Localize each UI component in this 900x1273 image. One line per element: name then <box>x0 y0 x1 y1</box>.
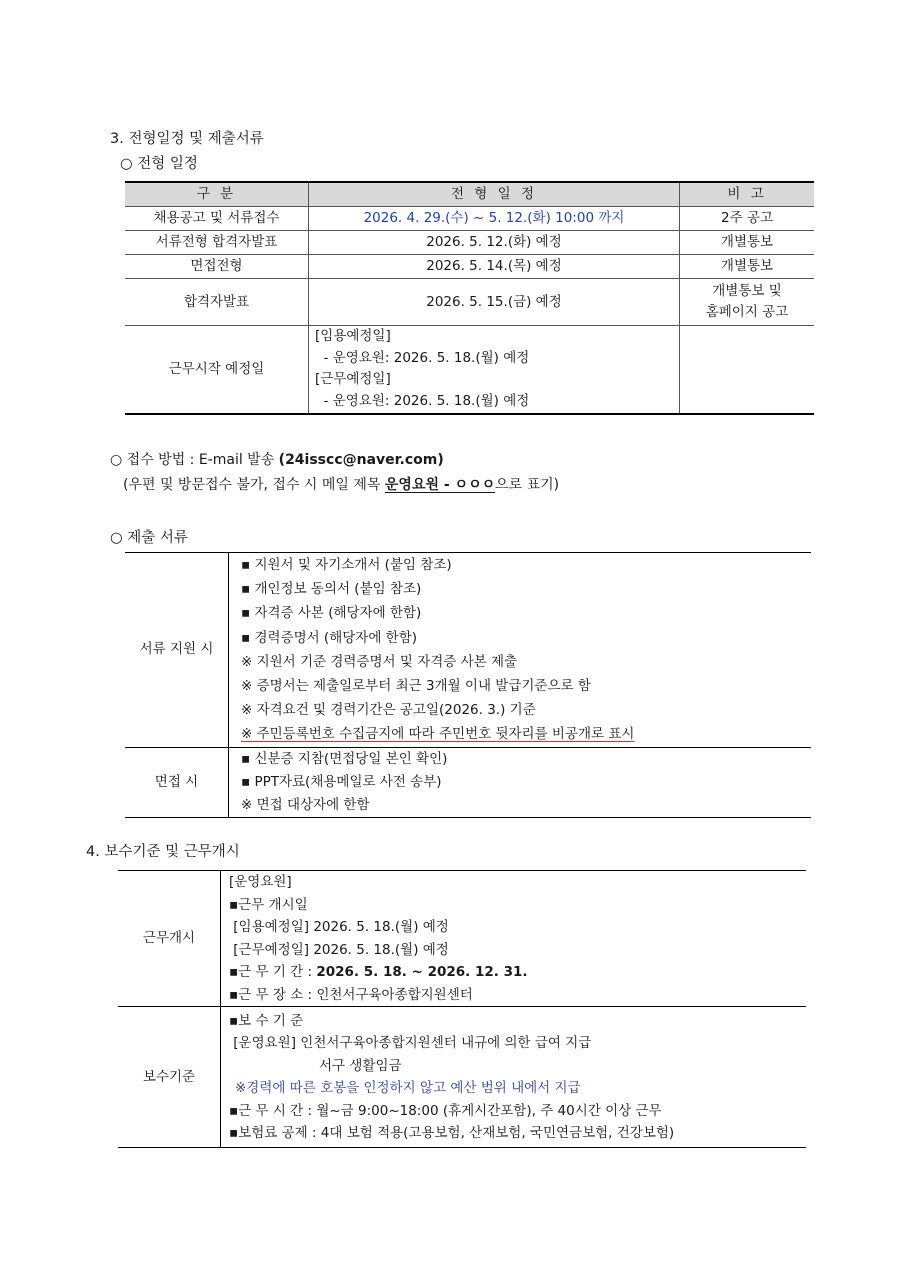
apply-method <box>110 449 444 469</box>
list-item-underlined: ※ 주민등록번호 수집금지에 따라 주민번호 뒷자리를 비공개로 표시 <box>241 726 635 743</box>
pay-line: 서구 생활임금 <box>319 1057 402 1074</box>
work-line: ▪근무 개시일 <box>229 896 308 913</box>
row-schedule: 2026. 5. 12.(화) 예정 <box>309 231 680 255</box>
apply-note-prefix: (우편 및 방문접수 불가, 접수 시 메일 제목 <box>123 477 385 493</box>
pay-label: 보수기준 <box>118 1007 221 1148</box>
list-item: ▪ 자격증 사본 (해당자에 한함) <box>241 605 422 622</box>
table-row <box>118 1007 806 1148</box>
mail-subject: 운영요원 - ㅇㅇㅇ <box>384 477 496 493</box>
pay-hours: ▪근 무 시 간 : 월~금 9:00~18:00 (휴게시간포함), 주 40시간 이상 근무 <box>229 1102 662 1119</box>
docs-interview-items <box>229 747 812 817</box>
work-line: [운영요원] <box>229 874 292 890</box>
header-category: 구 분 <box>125 182 309 207</box>
table-row <box>125 255 814 279</box>
header-schedule: 전 형 일 정 <box>309 182 680 207</box>
table-row <box>118 871 806 1007</box>
work-line: [근무예정일] 2026. 5. 18.(월) 예정 <box>229 941 449 958</box>
schedule-line: [근무예정일] <box>315 371 391 388</box>
schedule-line: [임용예정일] <box>315 328 391 345</box>
row-schedule: 2026. 5. 15.(금) 예정 <box>309 279 680 326</box>
row-note <box>680 279 815 326</box>
section-3-title: 3. 전형일정 및 제출서류 <box>110 131 264 147</box>
work-period-label: ▪근 무 기 간 : <box>229 964 317 980</box>
table-row <box>125 231 814 255</box>
apply-note-suffix: 으로 표기) <box>495 477 560 493</box>
docs-table <box>125 552 811 818</box>
list-item: ※ 자격요건 및 경력기간은 공고일(2026. 3.) 기준 <box>241 702 536 719</box>
row-note: 2주 공고 <box>680 207 815 231</box>
apply-method-label: ○ 접수 방법 : E-mail 발송 <box>110 452 279 468</box>
row-note: 개별통보 <box>680 255 815 279</box>
row-category: 면접전형 <box>125 255 309 279</box>
pay-insurance: ▪보험료 공제 : 4대 보험 적용(고용보험, 산재보험, 국민연금보험, 건강보험) <box>229 1125 675 1141</box>
docs-interview-label: 면접 시 <box>125 747 229 817</box>
docs-document-items <box>229 553 812 748</box>
work-period <box>229 961 806 984</box>
section-4-title: 4. 보수기준 및 근무개시 <box>86 844 240 860</box>
docs-document-label: 서류 지원 시 <box>125 553 229 748</box>
row-schedule <box>309 326 680 414</box>
list-item: ▪ 지원서 및 자기소개서 (붙임 참조) <box>241 557 452 573</box>
row-schedule: 2026. 5. 14.(목) 예정 <box>309 255 680 279</box>
work-label: 근무개시 <box>118 871 221 1007</box>
work-items <box>221 871 807 1007</box>
pay-line: ▪보 수 기 준 <box>229 1012 304 1029</box>
row-category: 합격자발표 <box>125 279 309 326</box>
list-item: ※ 지원서 기준 경력증명서 및 자격증 사본 제출 <box>241 653 518 670</box>
table-row <box>125 747 811 817</box>
table-row <box>125 326 814 414</box>
work-place: ▪근 무 장 소 : 인천서구육아종합지원센터 <box>229 986 473 1003</box>
note-line: 개별통보 및 <box>712 283 782 300</box>
row-category: 근무시작 예정일 <box>125 326 309 414</box>
pay-note: ※경력에 따른 호봉을 인정하지 않고 예산 범위 내에서 지급 <box>235 1080 581 1096</box>
schedule-subtitle: ○ 전형 일정 <box>120 156 198 172</box>
row-note <box>680 326 815 414</box>
note-line: 홈페이지 공고 <box>705 304 789 320</box>
table-row <box>125 553 811 748</box>
pay-table <box>118 870 806 1148</box>
list-item: ▪ PPT자료(채용메일로 사전 송부) <box>241 773 442 790</box>
docs-subtitle: ○ 제출 서류 <box>110 530 188 546</box>
list-item: ※ 면접 대상자에 한함 <box>241 796 370 813</box>
apply-email: (24isscc@naver.com) <box>278 452 444 468</box>
table-row <box>125 279 814 326</box>
apply-note <box>123 474 559 494</box>
row-schedule: 2026. 4. 29.(수) ~ 5. 12.(화) 10:00 까지 <box>309 207 680 231</box>
row-category: 서류전형 합격자발표 <box>125 231 309 255</box>
header-note: 비 고 <box>680 182 815 207</box>
pay-items <box>221 1007 807 1148</box>
row-note: 개별통보 <box>680 231 815 255</box>
work-period-value: 2026. 5. 18. ~ 2026. 12. 31. <box>316 964 528 980</box>
row-category: 채용공고 및 서류접수 <box>125 207 309 231</box>
work-line: [임용예정일] 2026. 5. 18.(월) 예정 <box>229 919 449 935</box>
table-row <box>125 207 814 231</box>
pay-line: [운영요원] 인천서구육아종합지원센터 내규에 의한 급여 지급 <box>229 1035 592 1051</box>
schedule-table <box>125 181 814 415</box>
list-item: ▪ 신분증 지참(면접당일 본인 확인) <box>241 750 448 767</box>
list-item: ▪ 개인정보 동의서 (붙임 참조) <box>241 581 422 598</box>
schedule-line: - 운영요원: 2026. 5. 18.(월) 예정 <box>315 349 530 366</box>
list-item: ▪ 경력증명서 (해당자에 한함) <box>241 629 418 646</box>
list-item: ※ 증명서는 제출일로부터 최근 3개월 이내 발급기준으로 함 <box>241 678 591 695</box>
schedule-header-row <box>125 182 814 207</box>
schedule-line: - 운영요원: 2026. 5. 18.(월) 예정 <box>315 392 530 409</box>
